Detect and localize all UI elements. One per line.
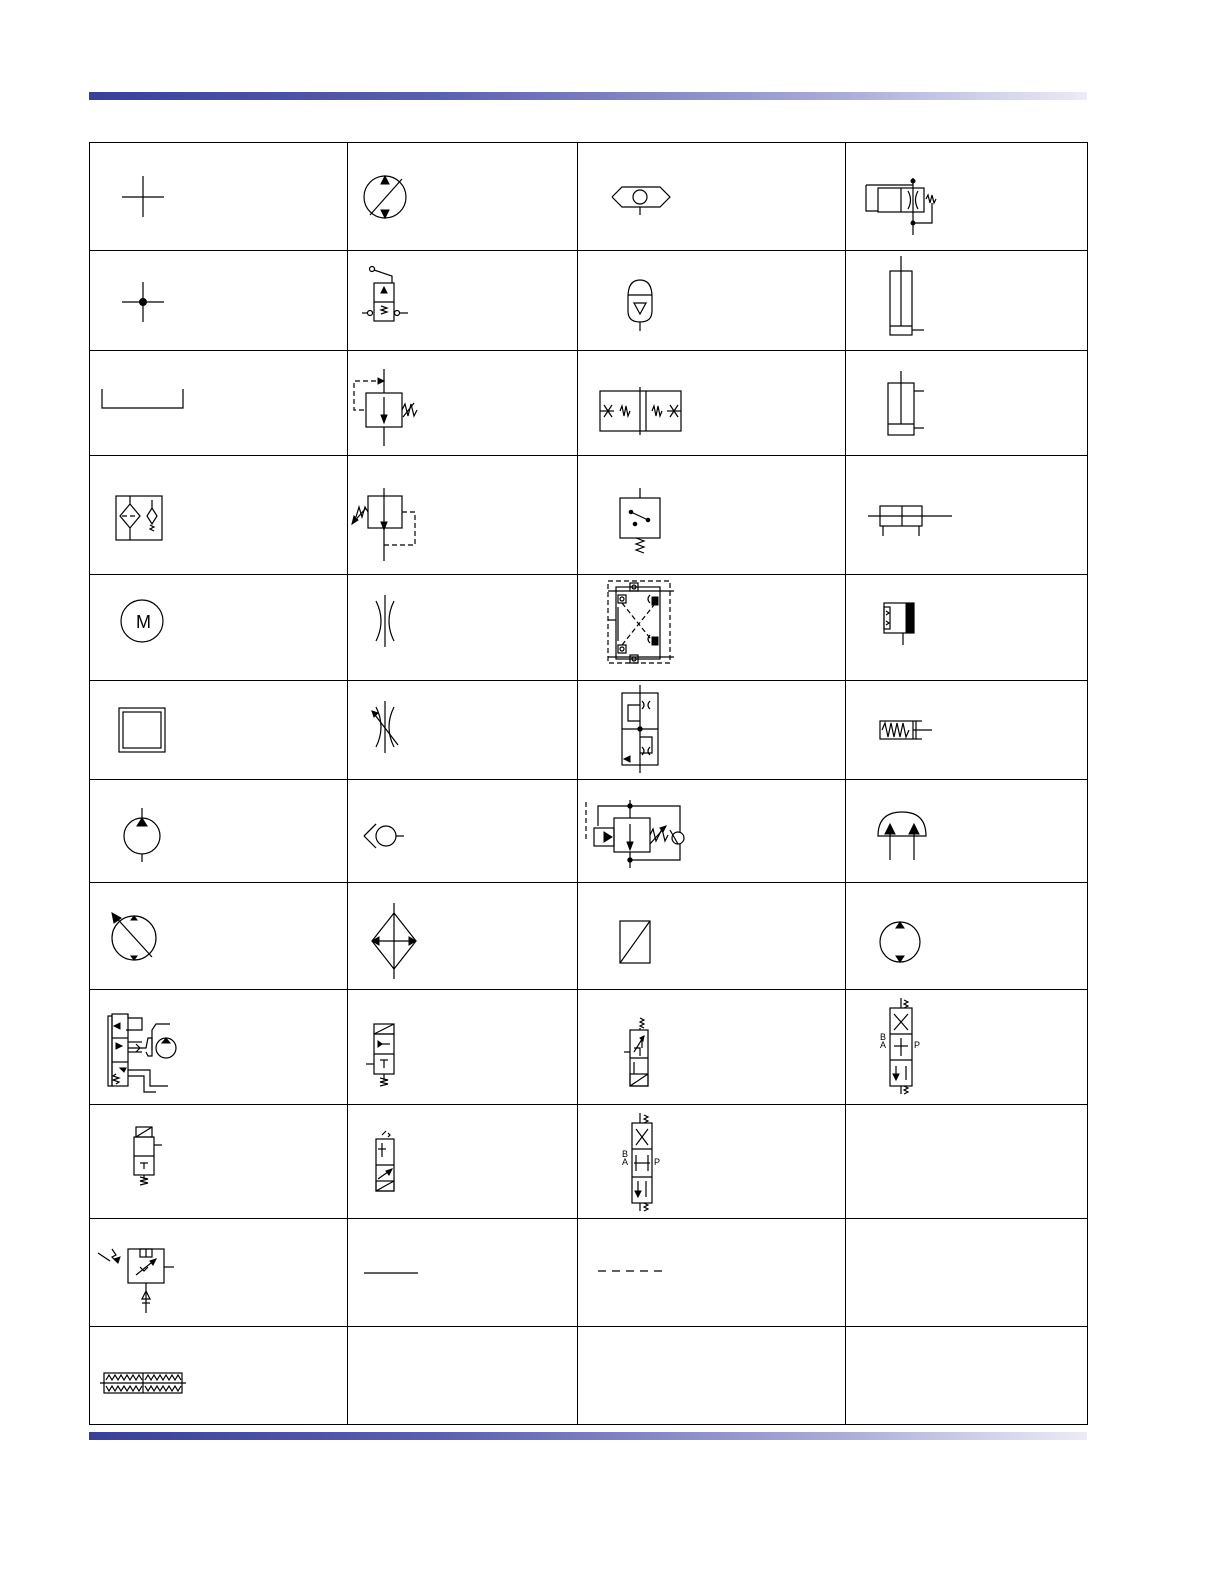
two-way-normally-closed-valve-icon <box>90 1105 348 1219</box>
table-row <box>90 251 1088 351</box>
symbol-cell <box>578 681 846 780</box>
port-p-label: P <box>914 1040 921 1050</box>
symbol-cell <box>348 251 578 351</box>
variable-displacement-pump-motor-icon <box>348 143 578 251</box>
symbol-cell <box>578 143 846 251</box>
empty-cell <box>578 1327 846 1425</box>
symbol-cell <box>348 990 578 1105</box>
electric-motor-icon <box>90 575 348 681</box>
variable-restriction-icon <box>348 681 578 780</box>
fluid-power-symbol-table <box>89 142 1088 1425</box>
symbol-cell <box>348 1105 578 1219</box>
symbol-cell <box>846 143 1088 251</box>
symbol-cell <box>348 681 578 780</box>
table-row <box>90 883 1088 990</box>
single-acting-cylinder-icon <box>846 251 1088 351</box>
symbol-cell <box>90 990 348 1105</box>
symbol-cell <box>90 681 348 780</box>
check-valve-icon <box>348 780 578 883</box>
double-rod-cylinder-icon <box>846 456 1088 575</box>
rotary-actuator-icon <box>846 780 1088 883</box>
empty-cell <box>846 1327 1088 1425</box>
motor-letter: M <box>136 612 151 632</box>
symbol-cell <box>846 990 1088 1105</box>
symbol-cell <box>578 883 846 990</box>
port-b-label: B <box>622 1149 629 1159</box>
symbol-cell <box>90 1105 348 1219</box>
symbol-cell <box>348 575 578 681</box>
symbol-cell <box>90 575 348 681</box>
symbol-cell <box>90 143 348 251</box>
symbol-cell <box>578 351 846 456</box>
symbol-cell <box>90 251 348 351</box>
cushioned-cylinder-icon <box>846 575 1088 681</box>
symbol-cell <box>578 575 846 681</box>
symbol-cell <box>846 780 1088 883</box>
symbol-cell <box>348 780 578 883</box>
shuttle-valve-icon <box>578 143 846 251</box>
directional-valve-with-motor-icon <box>90 990 348 1105</box>
symbol-cell <box>846 456 1088 575</box>
symbol-cell <box>348 143 578 251</box>
three-way-solenoid-valve-icon <box>348 1105 578 1219</box>
heat-exchanger-icon <box>348 883 578 990</box>
table-row <box>90 780 1088 883</box>
pressure-reducing-valve-icon <box>348 456 578 575</box>
manual-shutoff-valve-icon <box>348 251 578 351</box>
two-way-solenoid-valve-icon <box>348 990 578 1105</box>
symbol-cell <box>90 351 348 456</box>
empty-cell <box>846 1105 1088 1219</box>
filter-with-bypass-icon <box>90 456 348 575</box>
sequence-valve-with-check-icon <box>578 780 846 883</box>
fixed-restriction-icon <box>348 575 578 681</box>
symbol-cell <box>348 883 578 990</box>
header-rule <box>89 92 1087 100</box>
proportional-valve-icon <box>90 1219 348 1327</box>
pressure-switch-icon <box>578 456 846 575</box>
port-a-label: A <box>880 1040 887 1050</box>
symbol-cell <box>578 780 846 883</box>
counterbalance-valve-pair-icon <box>578 575 846 681</box>
bidirectional-motor-icon <box>846 883 1088 990</box>
symbol-cell <box>90 1219 348 1327</box>
flow-control-valve-compensated-icon <box>846 143 1088 251</box>
table-row <box>90 456 1088 575</box>
three-way-directional-valve-icon <box>578 990 846 1105</box>
variable-pump-icon <box>90 883 348 990</box>
table-row <box>90 1327 1088 1425</box>
table-row <box>90 1105 1088 1219</box>
table-row <box>90 990 1088 1105</box>
symbol-cell <box>846 351 1088 456</box>
spring-return-cylinder-icon <box>846 681 1088 780</box>
symbol-cell <box>90 780 348 883</box>
empty-cell <box>846 1219 1088 1327</box>
working-line-icon <box>348 1219 578 1327</box>
symbol-cell <box>578 990 846 1105</box>
symbol-cell <box>846 681 1088 780</box>
fixed-displacement-pump-icon <box>90 780 348 883</box>
symbol-cell <box>90 1327 348 1425</box>
four-way-three-position-valve-icon <box>846 990 1088 1105</box>
flow-divider-icon <box>578 351 846 456</box>
footer-rule <box>89 1432 1087 1440</box>
symbol-cell <box>90 883 348 990</box>
port-p-label: P <box>654 1157 661 1167</box>
accumulator-icon <box>578 251 846 351</box>
port-b-label: B <box>880 1032 887 1042</box>
table-row <box>90 351 1088 456</box>
symbol-cell <box>846 575 1088 681</box>
four-way-solenoid-valve-icon <box>578 1105 846 1219</box>
port-a-label: A <box>622 1157 629 1167</box>
symbol-cell <box>348 1219 578 1327</box>
symbol-cell <box>846 251 1088 351</box>
table-row <box>90 575 1088 681</box>
dual-flow-control-icon <box>578 681 846 780</box>
symbol-cell <box>846 883 1088 990</box>
symbol-cell <box>578 456 846 575</box>
component-enclosure-icon <box>90 681 348 780</box>
empty-cell <box>348 1327 578 1425</box>
flexible-hose-icon <box>90 1327 348 1425</box>
table-row <box>90 1219 1088 1327</box>
symbol-cell <box>578 1105 846 1219</box>
double-acting-cylinder-icon <box>846 351 1088 456</box>
relief-valve-icon <box>348 351 578 456</box>
table-row <box>90 143 1088 251</box>
symbol-cell <box>578 251 846 351</box>
table-row <box>90 681 1088 780</box>
symbol-cell <box>348 351 578 456</box>
symbol-cell <box>90 456 348 575</box>
pilot-line-icon <box>578 1219 846 1327</box>
crossing-lines-not-connected-icon <box>90 143 348 251</box>
symbol-cell <box>578 1219 846 1327</box>
symbol-cell <box>348 456 578 575</box>
crossing-lines-connected-icon <box>90 251 348 351</box>
solenoid-icon <box>578 883 846 990</box>
reservoir-vented-icon <box>90 351 348 456</box>
